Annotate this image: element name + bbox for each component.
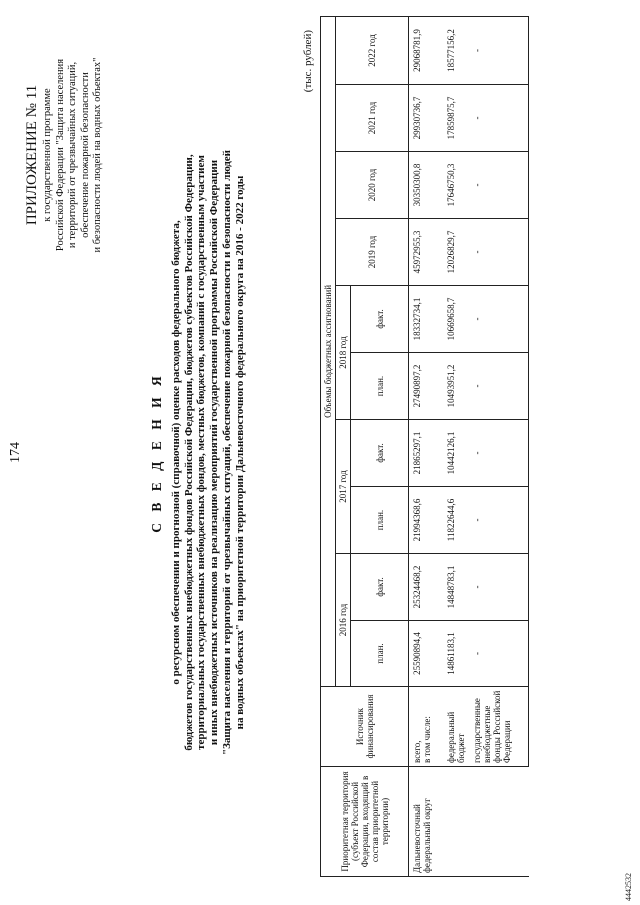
value-cell: 12026829,7 xyxy=(443,219,469,286)
header-plan: план. xyxy=(351,487,409,554)
header-volumes: Объемы бюджетных ассигнований xyxy=(321,16,336,686)
table-row xyxy=(409,16,443,876)
appendix-line: к государственной программе xyxy=(42,88,53,222)
value-cell: - xyxy=(469,85,529,152)
value-cell: 25590894,4 xyxy=(409,621,443,687)
heading-line: "Защита населения и территорий от чрезвычайных ситуаций, обеспечение пожарной безопасности и безопасности людей xyxy=(220,149,233,756)
heading-line: о ресурсном обеспечении и прогнозной (справочной) оценке расходов федерального бюджета, xyxy=(170,220,182,685)
value-cell: - xyxy=(469,487,529,554)
value-cell: 21865297,1 xyxy=(409,420,443,487)
value-cell: 21994368,6 xyxy=(409,487,443,554)
value-cell: - xyxy=(469,353,529,420)
value-cell: - xyxy=(469,152,529,219)
value-cell: - xyxy=(469,621,529,687)
budget-table xyxy=(320,16,529,877)
header-source: Источник финансирования xyxy=(321,687,409,767)
value-cell: 25324468,2 xyxy=(409,554,443,621)
value-cell: 18577156,2 xyxy=(443,16,469,84)
source-cell: федеральный бюджет xyxy=(443,687,469,767)
appendix-line: обеспечение пожарной безопасности xyxy=(79,72,91,238)
header-territory: Приоритетная территория (субъект Российской Федерации, входящий в состав приоритетной территории) xyxy=(321,767,409,877)
value-cell: - xyxy=(469,16,529,84)
header-year-2021: 2021 год xyxy=(336,85,409,152)
table-row xyxy=(443,16,469,876)
header-year-2019: 2019 год xyxy=(336,219,409,286)
appendix-block xyxy=(22,5,105,305)
document-id: 4442532 xyxy=(624,873,633,901)
header-plan: план. xyxy=(351,621,409,687)
heading-line: на водных объектах" на приоритетной территории Дальневосточного федерального округа на 2016 - 2022 годы xyxy=(233,175,246,730)
value-cell: 14848783,1 xyxy=(443,554,469,621)
value-cell: 10442126,1 xyxy=(443,420,469,487)
header-year-2017: 2017 год xyxy=(336,420,351,554)
header-fact: факт. xyxy=(351,554,409,621)
source-label: всего, xyxy=(412,740,422,763)
value-cell: 11822644,6 xyxy=(443,487,469,554)
header-year-2016: 2016 год xyxy=(336,554,351,687)
heading-line: территориальных государственных внебюджетных фондов, местных бюджетов, компаний с государственным участием xyxy=(195,155,208,750)
value-cell: 17646750,3 xyxy=(443,152,469,219)
source-cell xyxy=(409,687,443,767)
source-cell: государственные внебюджетные фонды Российской Федерации xyxy=(469,687,529,767)
value-cell: - xyxy=(469,219,529,286)
value-cell: - xyxy=(469,286,529,353)
heading-line: бюджетов государственных внебюджетных фондов Российской Федерации, бюджетов субъектов Российской Федерации, xyxy=(182,154,195,751)
header-fact: факт. xyxy=(351,286,409,353)
value-cell: 18332734,1 xyxy=(409,286,443,353)
units-label: (тыс. рублей) xyxy=(302,30,314,93)
appendix-line: Российской Федерации "Защита населения xyxy=(54,58,66,252)
value-cell: 45972955,3 xyxy=(409,219,443,286)
header-year-2018: 2018 год xyxy=(336,286,351,420)
value-cell: 29068781,9 xyxy=(409,16,443,84)
territory-cell: Дальневосточный федеральный округ xyxy=(409,767,529,877)
value-cell: 29930736,7 xyxy=(409,85,443,152)
value-cell: 10669658,7 xyxy=(443,286,469,353)
value-cell: - xyxy=(469,554,529,621)
table-row xyxy=(469,16,529,876)
header-fact: факт. xyxy=(351,420,409,487)
value-cell: 27490897,2 xyxy=(409,353,443,420)
heading-line: и иных внебюджетных источников на реализацию мероприятий государственной программы Российской Федерации xyxy=(208,159,221,746)
appendix-title: ПРИЛОЖЕНИЕ № 11 xyxy=(24,84,40,226)
source-sublabel: в том числе: xyxy=(422,716,432,763)
header-year-2020: 2020 год xyxy=(336,152,409,219)
appendix-line: и территорий от чрезвычайных ситуаций, xyxy=(67,61,78,249)
value-cell: 30350300,8 xyxy=(409,152,443,219)
header-year-2022: 2022 год xyxy=(336,16,409,84)
value-cell: 17859875,7 xyxy=(443,85,469,152)
appendix-line: и безопасности людей на водных объектах" xyxy=(92,57,103,253)
page-number: 174 xyxy=(8,442,23,463)
value-cell: 14861183,1 xyxy=(443,621,469,687)
header-plan: план. xyxy=(351,353,409,420)
heading-title: С В Е Д Е Н И Я xyxy=(149,372,164,533)
value-cell: 10493951,2 xyxy=(443,353,469,420)
document-heading xyxy=(148,40,246,865)
value-cell: - xyxy=(469,420,529,487)
